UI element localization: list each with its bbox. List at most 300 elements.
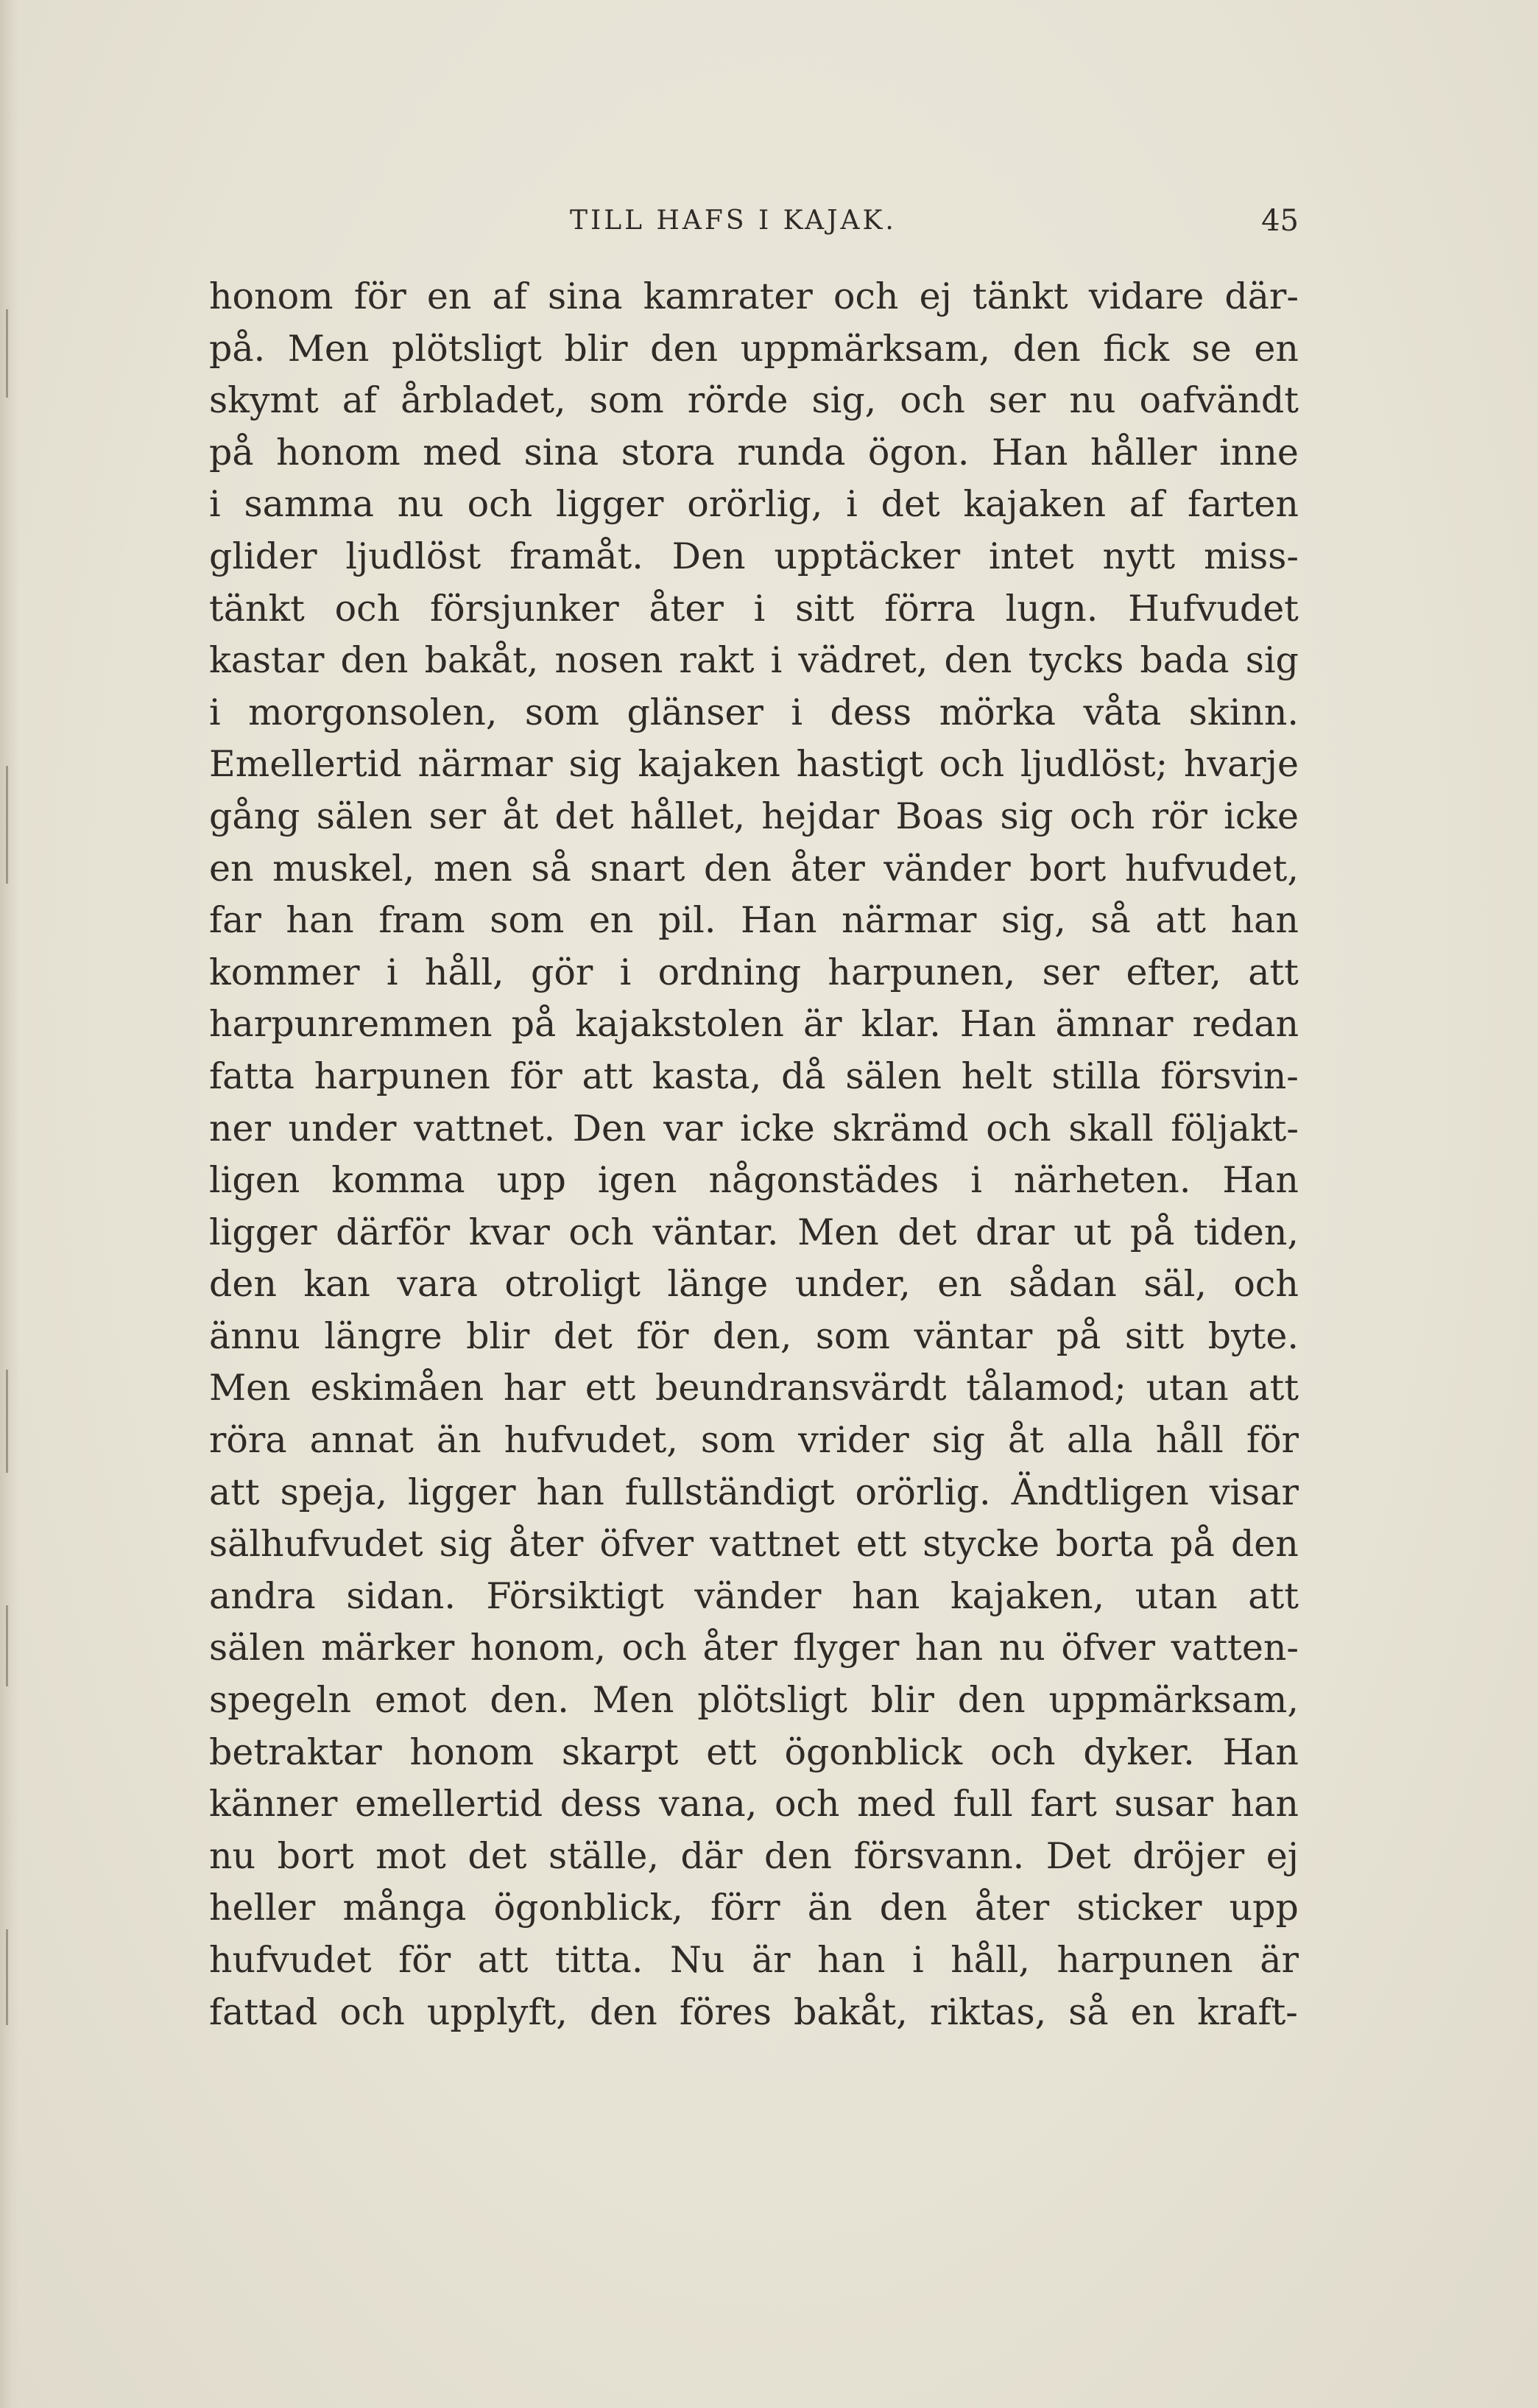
word: sälen xyxy=(209,1627,306,1669)
text-line xyxy=(209,427,1299,479)
word: åter xyxy=(649,587,724,630)
word: det xyxy=(897,1211,957,1253)
word: årbladet, xyxy=(401,379,566,422)
word: beundransvärdt xyxy=(655,1367,947,1409)
word: sidan. xyxy=(346,1574,456,1617)
word: stilla xyxy=(1051,1055,1141,1097)
word: och xyxy=(986,1107,1051,1150)
word: Boas xyxy=(895,795,984,837)
word: orörlig. xyxy=(855,1471,991,1513)
word: uppmärksam, xyxy=(1048,1679,1299,1722)
word: nu xyxy=(397,483,444,526)
text-line xyxy=(209,687,1299,739)
word: att xyxy=(582,1055,633,1097)
text-line xyxy=(209,739,1299,791)
word: af xyxy=(342,379,378,422)
word: den xyxy=(957,1679,1026,1722)
text-line xyxy=(209,1415,1299,1467)
text-line xyxy=(209,583,1299,636)
word: han xyxy=(852,1574,920,1617)
word: att xyxy=(1248,1574,1299,1617)
word: Men xyxy=(287,327,370,370)
word: skarpt xyxy=(561,1731,679,1773)
word: som xyxy=(589,379,664,422)
word: ögonblick xyxy=(784,1731,963,1773)
word: åt xyxy=(1007,1419,1044,1462)
word: rörde xyxy=(687,379,789,422)
word: åter xyxy=(508,1523,584,1566)
word: nosen xyxy=(554,639,663,682)
body-text xyxy=(209,271,1299,2038)
word: kasta, xyxy=(652,1055,762,1097)
text-line xyxy=(209,1727,1299,1779)
word: upp xyxy=(1229,1887,1299,1929)
word: åter xyxy=(790,847,865,890)
word: håller xyxy=(1090,431,1197,473)
word: är xyxy=(1260,1939,1299,1981)
word: kajaken, xyxy=(950,1574,1105,1617)
word: heller xyxy=(209,1887,316,1929)
word: efter, xyxy=(1126,951,1221,993)
word: vrider xyxy=(798,1419,909,1462)
word: ämnar xyxy=(1055,1003,1174,1046)
word: än xyxy=(807,1887,853,1929)
word: blir xyxy=(870,1679,934,1722)
word: så xyxy=(1090,899,1131,942)
word: sig xyxy=(931,1419,985,1462)
word: harpunremmen xyxy=(209,1003,493,1046)
word: röra xyxy=(209,1419,287,1462)
word: och xyxy=(339,1990,405,2033)
word: ser xyxy=(428,795,487,837)
word: den xyxy=(340,639,409,682)
word: så xyxy=(1068,1990,1109,2033)
word: att xyxy=(209,1471,260,1513)
word: nu xyxy=(998,1627,1045,1669)
word: tiden, xyxy=(1193,1211,1299,1253)
word: spegeln xyxy=(209,1679,352,1722)
word: fart xyxy=(1030,1783,1097,1826)
word: i xyxy=(791,691,803,733)
word: förra xyxy=(884,587,976,630)
word: och xyxy=(1233,1263,1299,1306)
word: och xyxy=(568,1211,634,1253)
word: tycks xyxy=(1028,639,1124,682)
word: ett xyxy=(856,1523,907,1566)
word: skall xyxy=(1068,1107,1154,1150)
word: hufvudet, xyxy=(504,1419,678,1462)
text-line xyxy=(209,999,1299,1051)
text-line xyxy=(209,1311,1299,1363)
word: sina xyxy=(523,431,599,473)
word: utan xyxy=(1135,1574,1218,1617)
word: vara xyxy=(397,1263,478,1306)
word: blir xyxy=(564,327,628,370)
word: Ändtligen xyxy=(1011,1471,1189,1513)
word: visar xyxy=(1209,1471,1299,1513)
text-line xyxy=(209,635,1299,687)
word: dess xyxy=(830,691,912,733)
word: öfver xyxy=(599,1523,694,1566)
word: muskel, xyxy=(272,847,415,890)
word: drar xyxy=(976,1211,1055,1253)
word: tänkt xyxy=(972,275,1068,317)
word: Han xyxy=(741,899,817,942)
word: bakåt, xyxy=(424,639,539,682)
word: har xyxy=(503,1367,566,1409)
word: och xyxy=(621,1627,687,1669)
word: längre xyxy=(324,1314,442,1357)
word: för xyxy=(353,275,406,317)
word: inne xyxy=(1219,431,1299,473)
word: sälhufvudet xyxy=(209,1523,423,1566)
word: oafvändt xyxy=(1139,379,1299,422)
word: kvar xyxy=(468,1211,550,1253)
word: där xyxy=(680,1834,743,1877)
word: ej xyxy=(1266,1834,1299,1877)
word: bort xyxy=(1029,847,1107,890)
word: Emellertid xyxy=(209,743,402,786)
word: för xyxy=(398,1939,451,1981)
text-line xyxy=(209,1362,1299,1415)
word: där- xyxy=(1224,275,1299,317)
word: byte. xyxy=(1207,1314,1299,1357)
text-line xyxy=(209,895,1299,947)
word: samma xyxy=(244,483,374,526)
word: hufvudet xyxy=(209,1939,372,1981)
word: vana, xyxy=(659,1783,758,1826)
word: kommer xyxy=(209,951,360,993)
word: ögonblick, xyxy=(493,1887,683,1929)
word: den xyxy=(209,1263,277,1306)
word: som xyxy=(490,899,565,942)
word: Hufvudet xyxy=(1128,587,1299,630)
word: bort xyxy=(277,1834,354,1877)
word: riktas, xyxy=(929,1990,1047,2033)
word: fram xyxy=(378,899,465,942)
word: han xyxy=(286,899,354,942)
word: sådan xyxy=(1009,1263,1117,1306)
word: emot xyxy=(374,1679,467,1722)
word: flyger xyxy=(793,1627,900,1669)
word: ljudlöst xyxy=(345,535,481,577)
word: honom xyxy=(276,431,401,473)
binding-shadow-mark xyxy=(6,766,8,884)
word: annat xyxy=(309,1419,414,1462)
word: gång xyxy=(209,795,300,837)
word: att xyxy=(1248,951,1299,993)
word: han xyxy=(536,1471,604,1513)
text-line xyxy=(209,1987,1299,2039)
word: är xyxy=(802,1003,842,1046)
word: försvin- xyxy=(1160,1055,1299,1097)
word: full xyxy=(953,1783,1013,1826)
word: eskimåen xyxy=(310,1367,484,1409)
word: under xyxy=(288,1107,397,1150)
word: en xyxy=(426,275,472,317)
word: åter xyxy=(974,1887,1050,1929)
text-line xyxy=(209,791,1299,843)
word: helt xyxy=(961,1055,1032,1097)
word: Han xyxy=(991,431,1068,473)
word: icke xyxy=(1224,795,1299,837)
text-line xyxy=(209,1103,1299,1155)
word: Han xyxy=(959,1003,1037,1046)
word: en xyxy=(937,1263,982,1306)
text-line xyxy=(209,1935,1299,1987)
word: den xyxy=(650,327,719,370)
word: alla xyxy=(1066,1419,1133,1462)
word: sina xyxy=(548,275,623,317)
word: Han xyxy=(1222,1731,1299,1773)
word: på xyxy=(209,431,254,473)
word: att xyxy=(1155,899,1206,942)
text-line xyxy=(209,843,1299,895)
word: mot xyxy=(375,1834,446,1877)
word: far xyxy=(209,899,261,942)
word: Det xyxy=(1045,1834,1111,1877)
word: gör xyxy=(530,951,593,993)
word: kajaken xyxy=(638,743,780,786)
word: den xyxy=(1230,1523,1299,1566)
word: vidare xyxy=(1088,275,1204,317)
word: ligger xyxy=(209,1211,317,1253)
word: märker xyxy=(321,1627,455,1669)
word: som xyxy=(700,1419,776,1462)
word: det xyxy=(554,795,614,837)
word: i xyxy=(770,639,783,682)
word: vänder xyxy=(883,847,1011,890)
word: bakåt, xyxy=(794,1990,908,2033)
word: han xyxy=(914,1627,984,1669)
word: i xyxy=(209,483,221,526)
word: uppmärksam, xyxy=(740,327,991,370)
word: orörlig, xyxy=(687,483,823,526)
word: dess xyxy=(560,1783,642,1826)
word: skrämd xyxy=(832,1107,969,1150)
text-line xyxy=(209,1258,1299,1311)
word: Han xyxy=(1222,1159,1299,1202)
word: närmar xyxy=(842,899,977,942)
word: snart xyxy=(590,847,685,890)
word: kamrater xyxy=(643,275,813,317)
word: den xyxy=(704,847,772,890)
word: som xyxy=(815,1314,891,1357)
word: på xyxy=(1129,1211,1175,1253)
word: håll, xyxy=(424,951,504,993)
word: farten xyxy=(1187,483,1299,526)
word: framåt. xyxy=(509,535,643,577)
word: hufvudet, xyxy=(1124,847,1299,890)
word: sticker xyxy=(1076,1887,1202,1929)
word: försjunker xyxy=(430,587,619,630)
word: på xyxy=(1170,1523,1215,1566)
word: runda xyxy=(737,431,846,473)
text-line xyxy=(209,1831,1299,1883)
binding-shadow-mark xyxy=(6,1605,8,1686)
word: otroligt xyxy=(504,1263,641,1306)
word: än xyxy=(436,1419,481,1462)
text-line xyxy=(209,1675,1299,1727)
word: ett xyxy=(585,1367,636,1409)
word: en xyxy=(1254,327,1299,370)
binding-shadow-mark xyxy=(6,309,8,398)
word: det xyxy=(881,483,940,526)
word: han xyxy=(1230,1783,1299,1826)
word: och xyxy=(833,275,899,317)
word: sitt xyxy=(795,587,855,630)
word: ställe, xyxy=(548,1834,659,1877)
word: med xyxy=(423,431,502,473)
word: upp xyxy=(496,1159,566,1202)
word: klar. xyxy=(861,1003,941,1046)
word: glänser xyxy=(627,691,763,733)
word: den, xyxy=(712,1314,792,1357)
word: Nu xyxy=(669,1939,725,1981)
word: och xyxy=(1069,795,1135,837)
word: i xyxy=(386,951,398,993)
word: den xyxy=(589,1990,657,2033)
word: länge xyxy=(667,1263,769,1306)
word: den xyxy=(1012,327,1081,370)
word: speja, xyxy=(280,1471,388,1513)
word: hållet, xyxy=(629,795,746,837)
word: ögon. xyxy=(867,431,970,473)
text-line xyxy=(209,947,1299,999)
word: därför xyxy=(336,1211,451,1253)
word: en xyxy=(209,847,254,890)
word: någonstädes xyxy=(708,1159,939,1202)
binding-shadow-mark xyxy=(6,1929,8,2025)
word: sig, xyxy=(1001,899,1066,942)
word: sälen xyxy=(845,1055,942,1097)
word: på xyxy=(1056,1314,1101,1357)
word: i xyxy=(970,1159,982,1202)
word: för xyxy=(509,1055,562,1097)
word: honom, xyxy=(470,1627,606,1669)
word: väntar xyxy=(914,1314,1033,1357)
word: ser xyxy=(988,379,1046,422)
word: borta xyxy=(1055,1523,1154,1566)
word: sig xyxy=(1245,639,1299,682)
word: nu xyxy=(209,1834,256,1877)
text-line xyxy=(209,1051,1299,1103)
word: betraktar xyxy=(209,1731,382,1773)
word: Men xyxy=(209,1367,291,1409)
word: utan xyxy=(1146,1367,1229,1409)
word: skymt xyxy=(209,379,319,422)
word: plötsligt xyxy=(697,1679,847,1722)
word: stycke xyxy=(923,1523,1040,1566)
word: håll, xyxy=(950,1939,1030,1981)
word: i xyxy=(619,951,632,993)
word: den xyxy=(944,639,1012,682)
word: på xyxy=(511,1003,557,1046)
running-header xyxy=(209,200,1299,242)
word: harpunen xyxy=(314,1055,490,1097)
word: rakt xyxy=(679,639,755,682)
word: glider xyxy=(209,535,317,577)
word: det xyxy=(553,1314,613,1357)
word: honom xyxy=(409,1731,535,1773)
word: försvann. xyxy=(853,1834,1025,1877)
word: närheten. xyxy=(1013,1159,1191,1202)
word: plötsligt xyxy=(392,327,542,370)
word: morgonsolen, xyxy=(248,691,498,733)
word: fullständigt xyxy=(624,1471,835,1513)
word: blir xyxy=(466,1314,530,1357)
word: ett xyxy=(706,1731,757,1773)
text-line xyxy=(209,479,1299,531)
word: redan xyxy=(1192,1003,1299,1046)
word: det xyxy=(468,1834,527,1877)
word: vädret, xyxy=(798,639,928,682)
word: sig xyxy=(439,1523,493,1566)
word: han xyxy=(817,1939,886,1981)
word: sig xyxy=(1000,795,1054,837)
word: var xyxy=(663,1107,723,1150)
word: nytt xyxy=(1102,535,1176,577)
word: Men xyxy=(797,1211,879,1253)
word: ligger xyxy=(408,1471,516,1513)
word: harpunen xyxy=(1057,1939,1233,1981)
word: icke xyxy=(739,1107,815,1150)
word: den xyxy=(764,1834,832,1877)
word: sitt xyxy=(1124,1314,1185,1357)
word: tänkt xyxy=(209,587,305,630)
text-line xyxy=(209,1571,1299,1623)
word: i xyxy=(209,691,221,733)
word: andra xyxy=(209,1574,316,1617)
word: föres xyxy=(679,1990,772,2033)
word: hastigt xyxy=(796,743,923,786)
word: igen xyxy=(597,1159,677,1202)
word: intet xyxy=(989,535,1074,577)
word: som xyxy=(524,691,600,733)
word: skinn. xyxy=(1188,691,1299,733)
word: då xyxy=(781,1055,826,1097)
word: och xyxy=(334,587,401,630)
word: för xyxy=(636,1314,689,1357)
word: så xyxy=(531,847,571,890)
page-number: 45 xyxy=(1261,204,1299,238)
word: han xyxy=(1230,899,1299,942)
word: men xyxy=(433,847,512,890)
word: upplyft, xyxy=(426,1990,568,2033)
text-line xyxy=(209,1518,1299,1571)
word: vänder xyxy=(694,1574,822,1617)
word: för xyxy=(1246,1419,1299,1462)
word: och xyxy=(990,1731,1056,1773)
text-line xyxy=(209,1467,1299,1519)
word: ljudlöst; xyxy=(1020,743,1168,786)
word: ej xyxy=(919,275,952,317)
word: en xyxy=(1130,1990,1176,2033)
word: kajaken xyxy=(963,483,1107,526)
text-line xyxy=(209,531,1299,583)
word: i xyxy=(753,587,766,630)
text-line xyxy=(209,323,1299,376)
word: dröjer xyxy=(1132,1834,1245,1877)
word: närmar xyxy=(417,743,553,786)
word: Försiktigt xyxy=(486,1574,664,1617)
word: vatten- xyxy=(1171,1627,1299,1669)
word: tålamod; xyxy=(966,1367,1126,1409)
word: kraft- xyxy=(1197,1990,1298,2033)
text-line xyxy=(209,1155,1299,1207)
word: håll xyxy=(1155,1419,1224,1462)
word: vattnet. xyxy=(414,1107,556,1150)
